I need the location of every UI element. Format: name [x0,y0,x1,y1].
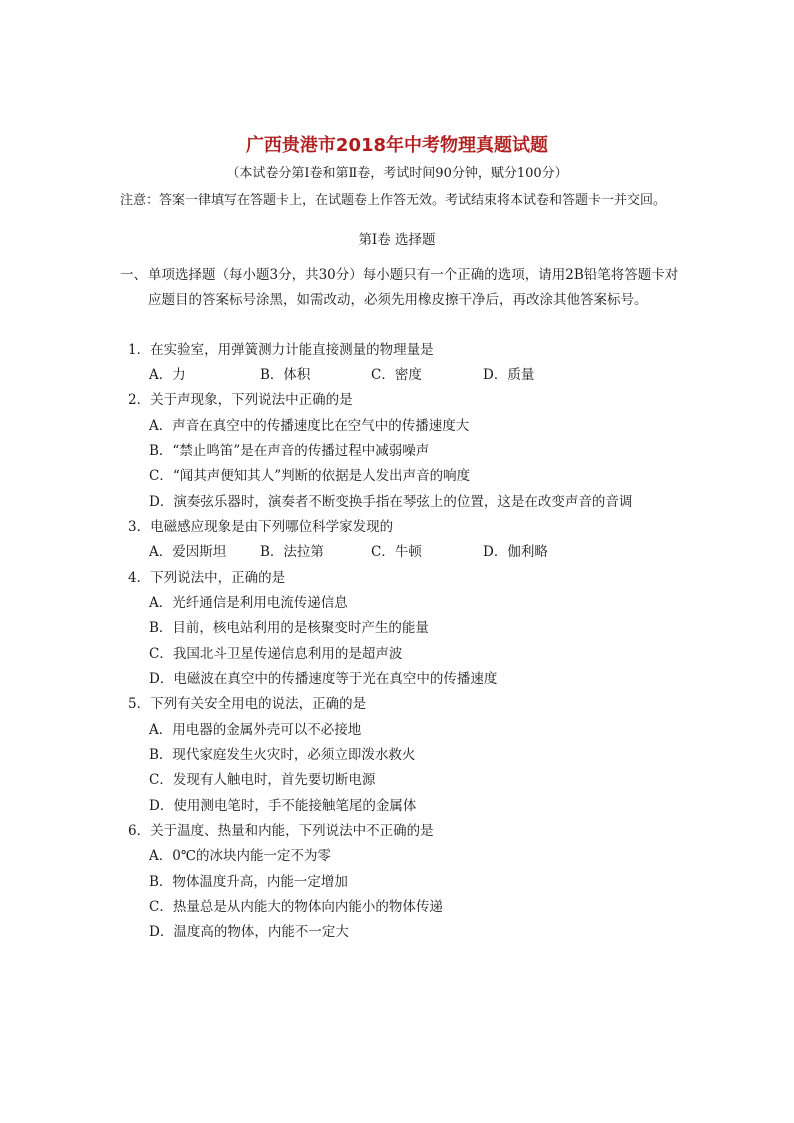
exam-notice: 注意：答案一律填写在答题卡上，在试题卷上作答无效。考试结束将本试卷和答题卡一并交回。 [120,193,667,208]
option-b: B．法拉第 [260,544,324,560]
exam-subtitle: （本试卷分第Ⅰ卷和第Ⅱ卷，考试时间90分钟，赋分100分） [226,166,568,181]
question-stem: 1．在实验室，用弹簧测力计能直接测量的物理量是 [128,342,434,358]
instructions-number: 一、 [120,267,147,283]
option-c: C．“闻其声便知其人”判断的依据是人发出声音的响度 [149,468,471,484]
option-d: D．电磁波在真空中的传播速度等于光在真空中的传播速度 [149,671,498,687]
question-stem: 6．关于温度、热量和内能，下列说法中不正确的是 [128,823,434,839]
option-a: A．声音在真空中的传播速度比在空气中的传播速度大 [149,418,470,434]
option-b: B．“禁止鸣笛”是在声音的传播过程中减弱噪声 [149,443,430,459]
option-d: D．温度高的物体，内能不一定大 [149,924,349,940]
option-c: C．我国北斗卫星传递信息利用的是超声波 [149,646,403,662]
instructions-text: 单项选择题（每小题3分，共30分）每小题只有一个正确的选项，请用2B铅笔将答题卡对应题目的答案标号涂黑，如需改动，必须先用橡皮擦干净后，再改涂其他答案标号。 [148,267,679,308]
option-d: D．伽利略 [483,544,548,560]
option-c: C．密度 [371,367,422,383]
option-d: D．使用测电笔时，手不能接触笔尾的金属体 [149,798,417,814]
option-a: A．0℃的冰块内能一定不为零 [149,848,331,864]
option-a: A．力 [149,367,186,383]
option-b: B．物体温度升高，内能一定增加 [149,874,348,890]
section-instructions [120,263,680,313]
option-a: A．爱因斯坦 [149,544,227,560]
option-b: B．目前，核电站利用的是核聚变时产生的能量 [149,620,429,636]
section-heading: 第Ⅰ卷 选择题 [358,232,436,248]
question-stem: 3．电磁感应现象是由下列哪位科学家发现的 [128,519,394,535]
option-a: A．光纤通信是利用电流传递信息 [149,595,348,611]
option-d: D．质量 [483,367,535,383]
option-b: B．现代家庭发生火灾时，必须立即泼水救火 [149,747,416,763]
question-stem: 5．下列有关安全用电的说法，正确的是 [128,696,367,712]
question-stem: 2．关于声现象，下列说法中正确的是 [128,392,353,408]
option-c: C．热量总是从内能大的物体向内能小的物体传递 [149,899,443,915]
exam-title: 广西贵港市2018年中考物理真题试题 [245,135,549,156]
option-c: C．牛顿 [371,544,422,560]
option-a: A．用电器的金属外壳可以不必接地 [149,722,362,738]
option-b: B．体积 [260,367,311,383]
question-stem: 4．下列说法中，正确的是 [128,570,286,586]
option-c: C．发现有人触电时，首先要切断电源 [149,772,376,788]
option-d: D．演奏弦乐器时，演奏者不断变换手指在琴弦上的位置，这是在改变声音的音调 [149,494,633,510]
